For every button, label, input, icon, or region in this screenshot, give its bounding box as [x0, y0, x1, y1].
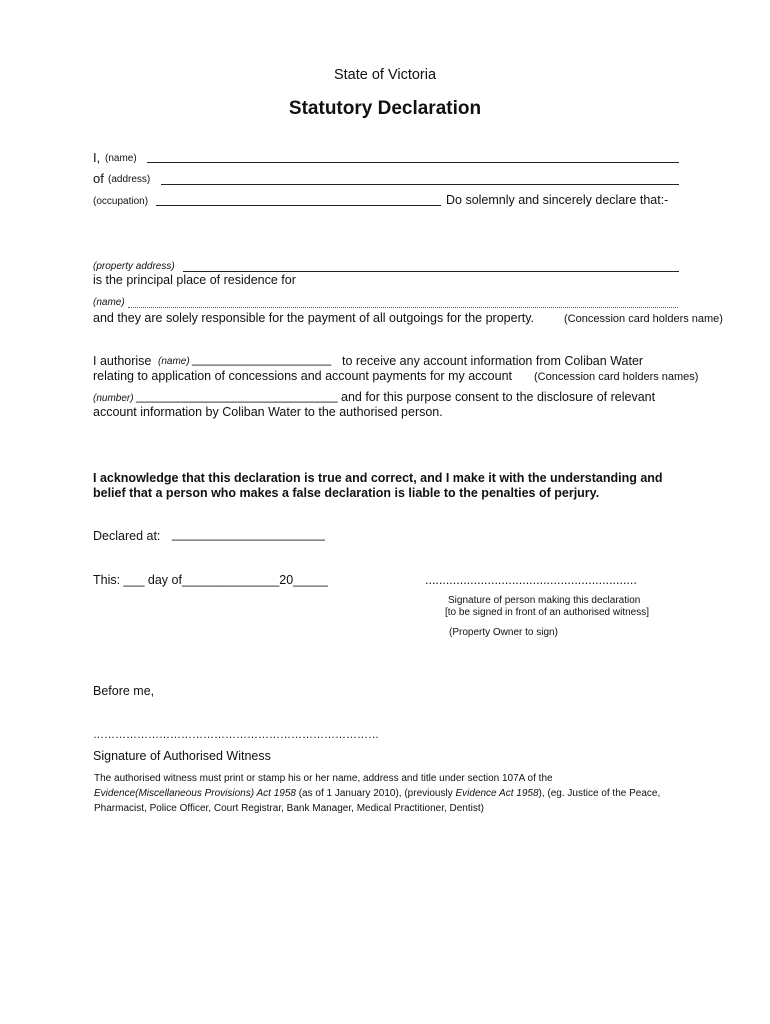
name-hint: (name): [105, 153, 137, 164]
occupation-field-line[interactable]: [156, 205, 441, 206]
authorised-name-hint: (name): [158, 356, 190, 367]
declare-text: Do solemnly and sincerely declare that:-: [446, 193, 669, 207]
before-me-label: Before me,: [93, 684, 155, 698]
concession-names-note: (Concession card holders names): [534, 371, 699, 383]
witness-signature-label: Signature of Authorised Witness: [93, 749, 271, 763]
concession-name-note: (Concession card holders name): [564, 313, 723, 325]
authorised-name-field[interactable]: ____________________: [192, 352, 332, 366]
witness-note-line-2: [94, 788, 660, 799]
address-field-line[interactable]: [161, 184, 679, 185]
property-address-field-line[interactable]: [183, 271, 679, 272]
witness-note-mid: (as of 1 January 2010), (previously: [295, 788, 456, 799]
property-address-hint: (property address): [93, 261, 175, 272]
witness-note-end: ), (eg. Justice of the Peace,: [538, 788, 661, 799]
evidence-misc-act: Evidence(Miscellaneous Provisions) Act 1958: [94, 788, 296, 799]
consent-text: and for this purpose consent to the disclosure of relevant: [341, 390, 656, 404]
declarant-signature-caption: Signature of person making this declaration: [448, 595, 641, 606]
property-owner-note: (Property Owner to sign): [449, 627, 558, 638]
receive-text: to receive any account information from Coliban Water: [342, 354, 644, 368]
acknowledgement-line-2: belief that a person who makes a false declaration is liable to the penalties of perjury.: [93, 486, 600, 500]
acknowledgement-line-1: I acknowledge that this declaration is true and correct, and I make it with the understanding and: [93, 471, 663, 485]
document-title: Statutory Declaration: [288, 98, 482, 119]
number-hint: (number): [93, 393, 134, 404]
authorise-text: I authorise: [93, 354, 152, 368]
witness-note-line-3: Pharmacist, Police Officer, Court Registrar, Bank Manager, Medical Practitioner, Dentist): [94, 803, 484, 814]
declared-at-field[interactable]: ______________________: [172, 527, 325, 541]
date-line[interactable]: This: ___ day of______________20_____: [93, 573, 328, 587]
residence-text: is the principal place of residence for: [93, 273, 296, 287]
resident-name-field-line[interactable]: [128, 307, 678, 308]
address-hint: (address): [108, 174, 151, 185]
occupation-hint: (occupation): [93, 196, 149, 207]
i-label: I,: [93, 150, 101, 165]
state-heading: State of Victoria: [333, 67, 437, 83]
resident-name-hint: (name): [93, 297, 125, 308]
relating-text: relating to application of concessions and account payments for my account: [93, 369, 512, 383]
declarant-signature-line[interactable]: .............................................................: [425, 573, 637, 587]
responsible-text: and they are solely responsible for the payment of all outgoings for the property.: [93, 311, 534, 325]
signature-witness-note: [to be signed in front of an authorised witness]: [445, 607, 650, 618]
of-label: of: [93, 171, 104, 186]
declared-at-label: Declared at:: [93, 529, 161, 543]
witness-note-line-1: The authorised witness must print or stamp his or her name, address and title under section 107A of the: [94, 773, 553, 784]
disclosure-text: account information by Coliban Water to the authorised person.: [93, 405, 443, 419]
name-field-line[interactable]: [147, 162, 679, 163]
witness-signature-line[interactable]: ……………………………………………………………………: [93, 729, 379, 741]
evidence-act: Evidence Act 1958: [455, 788, 539, 799]
number-field[interactable]: _____________________________: [136, 389, 338, 403]
